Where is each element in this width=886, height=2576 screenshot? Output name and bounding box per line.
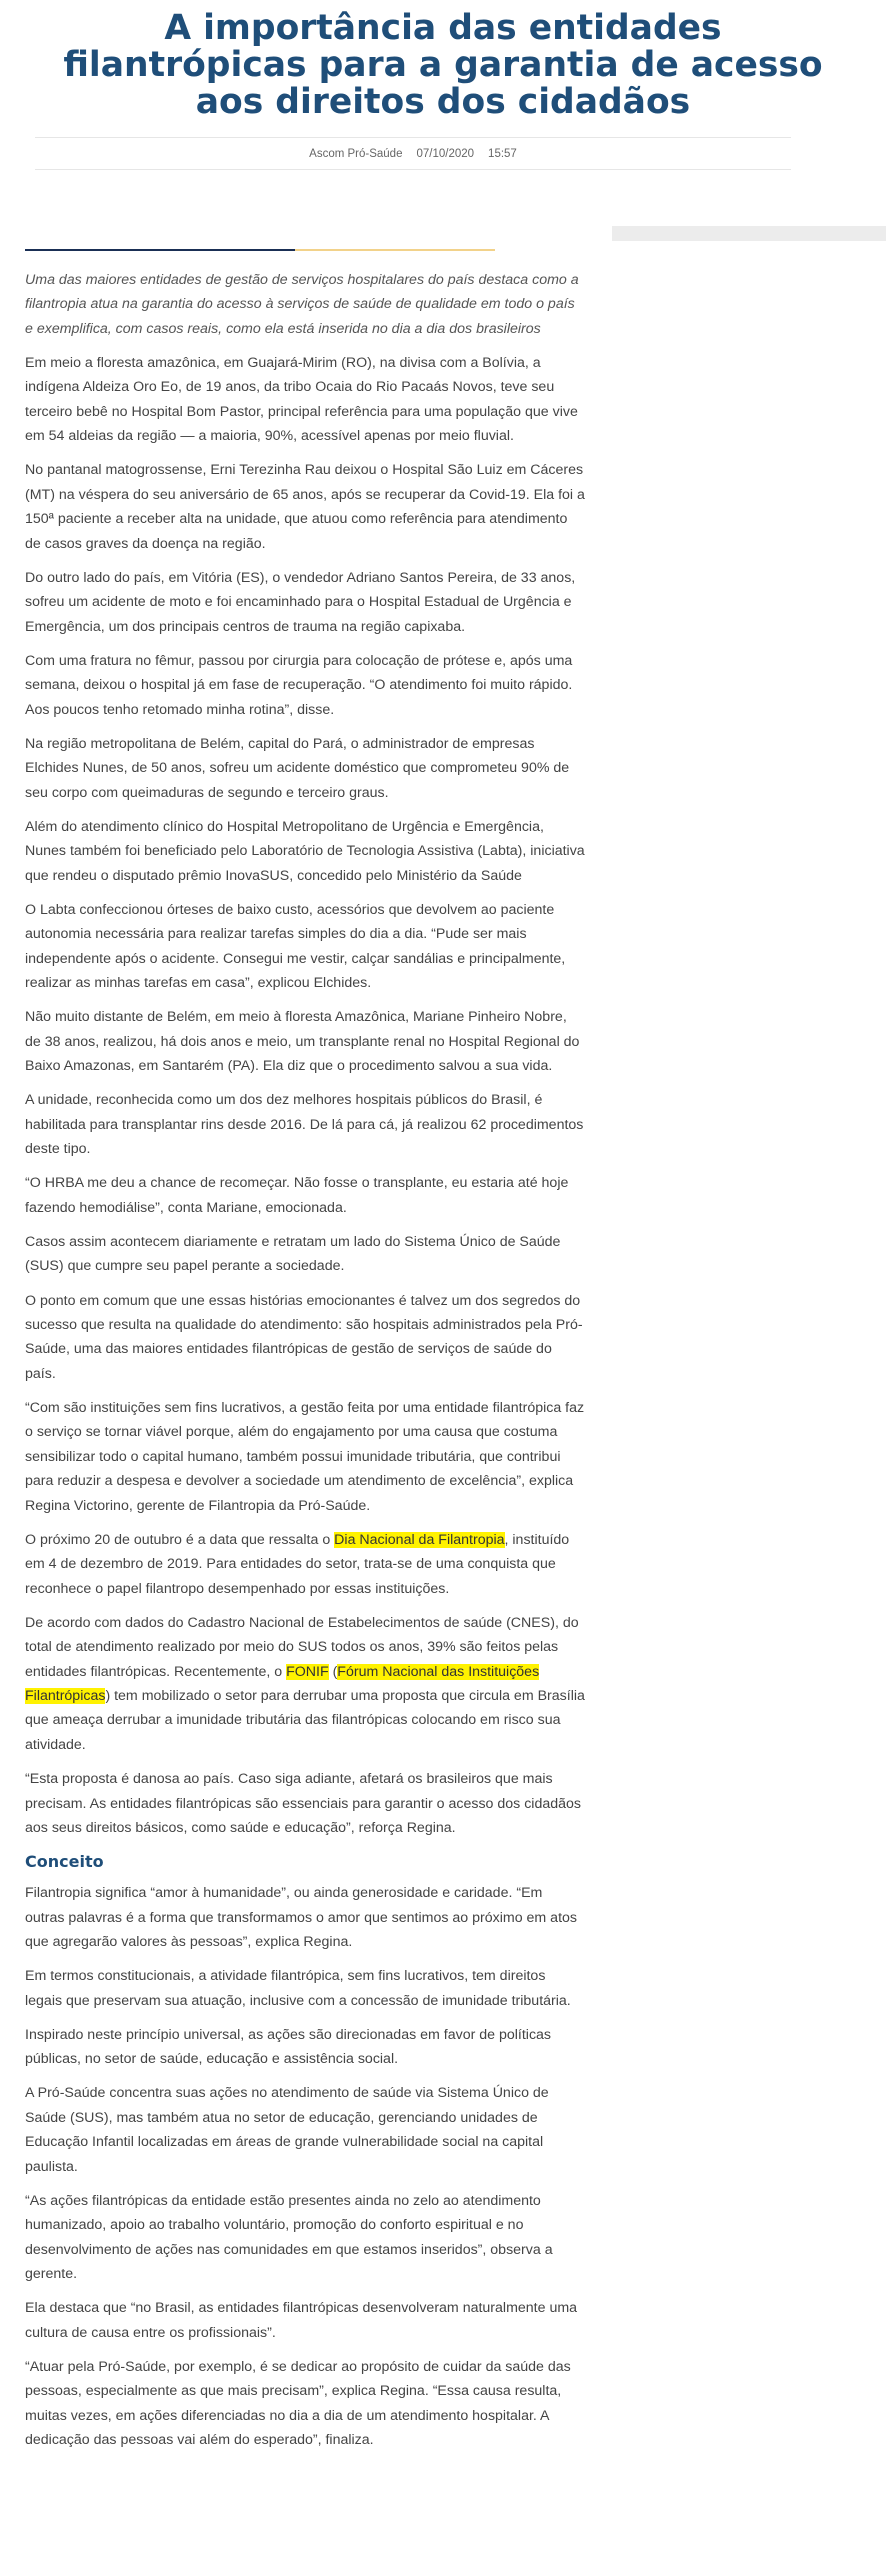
paragraph: A unidade, reconhecida como um dos dez melhores hospitais públicos do Brasil, é habilitada para transplantar rins desde 2016. De lá para cá, já realizou 62 procedimentos deste tipo. (25, 1092, 584, 1158)
link-forum-nacional[interactable]: Fórum Nacional das Instituições Filantrópicas (25, 1663, 540, 1705)
paragraph: “Com são instituições sem fins lucrativos, a gestão feita por uma entidade filantrópica faz o serviço se tornar viável porque, além do engajamento por uma causa que costuma sensibilizar todo o capital humano, também possui imunidade tributária, que contribui para reduzir a despesa e devolver a sociedade um atendimento de excelência”, explica Regina Victorino, gerente de Filantropia da Pró-Saúde. (25, 1400, 585, 1514)
paragraph: Inspirado neste princípio universal, as ações são direcionadas em favor de políticas públicas, no setor de saúde, educação e assistência social. (25, 2026, 552, 2068)
paragraph: No pantanal matogrossense, Erni Terezinha Rau deixou o Hospital São Luiz em Cáceres (MT) na véspera do seu aniversário de 65 anos, após se recuperar da Covid-19. Ela foi a 150ª paciente a receber alta na unidade, que atuou como referência para atendimento de casos graves da doença na região. (25, 462, 585, 552)
text: ( (328, 1663, 338, 1680)
paragraph: “Atuar pela Pró-Saúde, por exemplo, é se dedicar ao propósito de cuidar da saúde das pessoas, especialmente as que mais precisam”, explica Regina. “Essa causa resulta, muitas vezes, em ações diferenciadas no dia a dia de um atendimento hospitalar. A dedicação das pessoas vai além do esperado”, finaliza. (25, 2358, 571, 2449)
text: O próximo 20 de outubro é a data que ressalta o (25, 1531, 335, 1548)
paragraph: O ponto em comum que une essas histórias emocionantes é talvez um dos segredos do sucesso que resulta na qualidade do atendimento: são hospitais administrados pela Pró-Saúde, uma das maiores entidades filantrópicas de gestão de serviços de saúde do país. (25, 1292, 583, 1382)
article-body (25, 268, 585, 2462)
paragraph: Casos assim acontecem diariamente e retratam um lado do Sistema Único de Saúde (SUS) que cumpre seu papel perante a sociedade. (25, 1233, 561, 1275)
paragraph-dia-nacional (25, 1528, 585, 1601)
paragraph: Em termos constitucionais, a atividade filantrópica, sem fins lucrativos, tem direitos legais que preservam sua atuação, inclusive com a concessão de imunidade tributária. (25, 1968, 571, 2009)
paragraph: Além do atendimento clínico do Hospital Metropolitano de Urgência e Emergência, Nunes também foi beneficiado pelo Laboratório de Tecnologia Assistiva (Labta), iniciativa que rendeu o disputado prêmio InovaSUS, concedido pelo Ministério da Saúde (25, 818, 585, 884)
text: De acordo com dados do Cadastro Nacional de Estabelecimentos de saúde (CNES), do total de atendimento realizado por meio do SUS todos os anos, 39% são feitos pelas entidades filantrópicas. Recentemente, o (25, 1614, 579, 1680)
divider-line-dark (25, 249, 295, 251)
article-time: 15:57 (488, 147, 517, 160)
link-fonif[interactable]: FONIF (286, 1663, 329, 1680)
sidebar-placeholder (612, 226, 886, 241)
paragraph: Com uma fratura no fêmur, passou por cirurgia para colocação de prótese e, após uma semana, deixou o hospital já em fase de recuperação. “O atendimento foi muito rápido. Aos poucos tenho retomado minha rotina”, disse. (25, 652, 573, 718)
paragraph: A Pró-Saúde concentra suas ações no atendimento de saúde via Sistema Único de Saúde (SUS), mas também atua no setor de educação, gerenciando unidades de Educação Infantil localizadas em áreas de grande vulnerabilidade social na capital paulista. (25, 2085, 549, 2175)
paragraph: Em meio a floresta amazônica, em Guajará-Mirim (RO), na divisa com a Bolívia, a indígena Aldeiza Oro Eo, de 19 anos, da tribo Ocaia do Rio Pacaás Novos, teve seu terceiro bebê no Hospital Bom Pastor, principal referência para uma população que vive em 54 aldeias da região — a maioria, 90%, acessível apenas por meio fluvial. (25, 355, 578, 445)
text: ) tem mobilizado o setor para derrubar uma proposta que circula em Brasília que ameaça derrubar a imunidade tributária das filantrópicas colocando em risco sua atividade. (25, 1688, 585, 1753)
link-dia-nacional-filantropia[interactable]: Dia Nacional da Filantropia (334, 1531, 505, 1548)
text: , instituído em 4 de dezembro de 2019. Para entidades do setor, trata-se de uma conquista que reconhece o papel filantropo desempenhado por essas instituições. (25, 1531, 570, 1597)
paragraph: “Esta proposta é danosa ao país. Caso siga adiante, afetará os brasileiros que mais precisam. As entidades filantrópicas são essenciais para garantir o acesso dos cidadãos aos seus direitos básicos, como saúde e educação”, reforça Regina. (25, 1771, 581, 1836)
paragraph: Filantropia significa “amor à humanidade”, ou ainda generosidade e caridade. “Em outras palavras é a forma que transformamos o amor que sentimos ao próximo em atos que agregarão valores às pessoas”, explica Regina. (25, 1885, 577, 1950)
paragraph-fonif (25, 1611, 585, 1757)
paragraph: Não muito distante de Belém, em meio à floresta Amazônica, Mariane Pinheiro Nobre, de 38 anos, realizou, há dois anos e meio, um transplante renal no Hospital Regional do Baixo Amazonas, em Santarém (PA). Ela diz que o procedimento salvou a sua vida. (25, 1009, 580, 1075)
article-date: 07/10/2020 (416, 147, 475, 160)
paragraph: Do outro lado do país, em Vitória (ES), o vendedor Adriano Santos Pereira, de 33 anos, sofreu um acidente de moto e foi encaminhado para o Hospital Estadual de Urgência e Emergência, um dos principais centros de trauma na região capixaba. (25, 569, 576, 635)
paragraph: Na região metropolitana de Belém, capital do Pará, o administrador de empresas Elchides Nunes, de 50 anos, sofreu um acidente doméstico que comprometeu 90% de seu corpo com queimaduras de segundo e terceiro graus. (25, 735, 570, 801)
article-author[interactable]: Ascom Pró-Saúde (309, 147, 403, 160)
paragraph: Ela destaca que “no Brasil, as entidades filantrópicas desenvolveram naturalmente uma cultura de causa entre os profissionais”. (25, 2300, 578, 2341)
paragraph: “O HRBA me deu a chance de recomeçar. Não fosse o transplante, eu estaria até hoje fazendo hemodiálise”, conta Mariane, emocionada. (25, 1175, 569, 1216)
article-lead: Uma das maiores entidades de gestão de serviços hospitalares do país destaca como a filantropia atua na garantia do acesso à serviços de saúde de qualidade em todo o país e exemplifica, com casos reais, como ela está inserida no dia a dia dos brasileiros (25, 272, 579, 337)
article-meta (35, 137, 791, 170)
paragraph: O Labta confeccionou órteses de baixo custo, acessórios que devolvem ao paciente autonomia necessária para realizar tarefas simples do dia a dia. “Pude ser mais independente após o acidente. Consegui me vestir, calçar sandálias e principalmente, realizar as minhas tarefas em casa”, explicou Elchides. (25, 901, 566, 992)
divider-line-gold (295, 249, 495, 251)
section-title-conceito: Conceito (25, 1852, 104, 1872)
article-title: A importância das entidades filantrópicas para a garantia de acesso aos direitos dos cidadãos (63, 8, 823, 122)
paragraph: “As ações filantrópicas da entidade estão presentes ainda no zelo ao atendimento humanizado, apoio ao trabalho voluntário, promoção do conforto espiritual e no desenvolvimento de ações nas comunidades em que estamos inseridos”, observa a gerente. (25, 2192, 553, 2282)
